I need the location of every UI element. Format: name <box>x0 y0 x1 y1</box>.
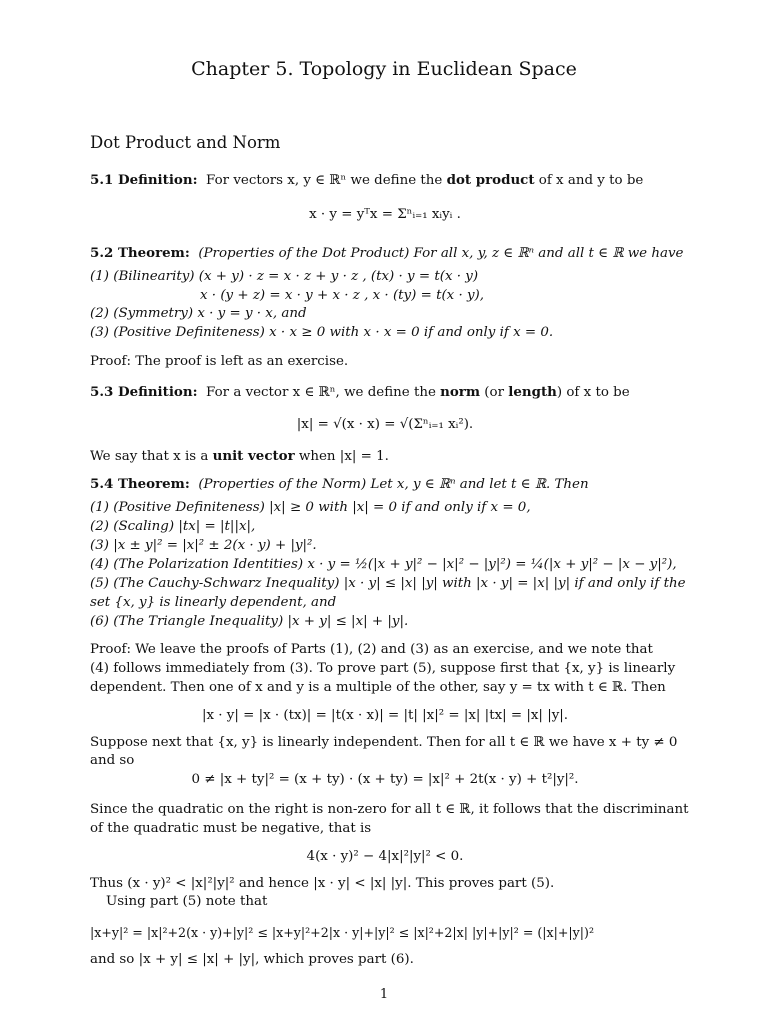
proof-line: and so |x + y| ≤ |x| + |y|, which proves part (6). <box>90 952 414 967</box>
proof-equation: 4(x · y)² − 4|x|²|y|² < 0. <box>306 849 464 864</box>
theorem-item: set {x, y} is linearly dependent, and <box>90 595 337 610</box>
defined-term: dot product <box>446 172 535 188</box>
theorem-item: (4) (The Polarization Identities) x · y = ½(|x + y|² − |x|² − |y|²) = ¼(|x + y|² − |x − y|²), <box>90 557 677 572</box>
proof-line: Since the quadratic on the right is non-zero for all t ∈ ℝ, it follows that the discriminant <box>90 802 689 817</box>
definition-5-1: 5.1 Definition: For vectors x, y ∈ ℝⁿ we define the dot product of x and y to be <box>90 172 644 188</box>
defined-term: length <box>508 384 557 400</box>
proof-5-2: Proof: The proof is left as an exercise. <box>90 354 349 369</box>
proof-line: of the quadratic must be negative, that is <box>90 821 372 836</box>
theorem-item: (1) (Bilinearity) (x + y) · z = x · z + y · z , (tx) · y = t(x · y) <box>90 269 479 284</box>
proof-line: and so <box>90 753 135 768</box>
dot-product-formula: x · y = yᵀx = Σⁿᵢ₌₁ xᵢyᵢ . <box>309 207 461 222</box>
theorem-5-4: 5.4 Theorem: (Properties of the Norm) Let x, y ∈ ℝⁿ and let t ∈ ℝ. Then <box>90 476 589 492</box>
defined-term: norm <box>440 384 481 400</box>
norm-formula: |x| = √(x · x) = √(Σⁿᵢ₌₁ xᵢ²). <box>296 417 474 432</box>
theorem-item: x · (y + z) = x · y + x · z , x · (ty) = t(x · y), <box>200 288 485 303</box>
page-number: 1 <box>379 987 389 1002</box>
proof-line: Using part (5) note that <box>106 894 268 909</box>
proof-line: Suppose next that {x, y} is linearly independent. Then for all t ∈ ℝ we have x + ty ≠ 0 <box>90 735 678 750</box>
theorem-item: (1) (Positive Definiteness) |x| ≥ 0 with |x| = 0 if and only if x = 0, <box>90 500 531 515</box>
theorem-item: (3) |x ± y|² = |x|² ± 2(x · y) + |y|². <box>90 538 317 553</box>
theorem-item: (5) (The Cauchy-Schwarz Inequality) |x · y| ≤ |x| |y| with |x · y| = |x| |y| if and only if the <box>90 576 686 591</box>
theorem-item: (6) (The Triangle Inequality) |x + y| ≤ |x| + |y|. <box>90 614 409 629</box>
theorem-item: (3) (Positive Definiteness) x · x ≥ 0 with x · x = 0 if and only if x = 0. <box>90 325 554 340</box>
theorem-item: (2) (Symmetry) x · y = y · x, and <box>90 306 307 321</box>
proof-equation: |x · y| = |x · (tx)| = |t(x · x)| = |t| |x|² = |x| |tx| = |x| |y|. <box>201 708 569 723</box>
theorem-5-2: 5.2 Theorem: (Properties of the Dot Product) For all x, y, z ∈ ℝⁿ and all t ∈ ℝ we have <box>90 245 684 261</box>
defined-term: unit vector <box>212 448 295 464</box>
theorem-heading: 5.4 Theorem: <box>90 476 190 492</box>
chapter-title: Chapter 5. Topology in Euclidean Space <box>191 58 577 80</box>
section-title: Dot Product and Norm <box>90 133 281 152</box>
theorem-heading: 5.2 Theorem: <box>90 245 190 261</box>
theorem-item: (2) (Scaling) |tx| = |t||x|, <box>90 519 256 534</box>
proof-equation: |x+y|² = |x|²+2(x · y)+|y|² ≤ |x+y|²+2|x · y|+|y|² ≤ |x|²+2|x| |y|+|y|² = (|x|+|y|)² <box>90 925 594 940</box>
definition-5-3: 5.3 Definition: For a vector x ∈ ℝⁿ, we define the norm (or length) of x to be <box>90 384 630 400</box>
definition-heading: 5.3 Definition: <box>90 384 198 400</box>
proof-line: dependent. Then one of x and y is a multiple of the other, say y = tx with t ∈ ℝ. Then <box>90 680 666 695</box>
definition-heading: 5.1 Definition: <box>90 172 198 188</box>
proof-line: (4) follows immediately from (3). To prove part (5), suppose first that {x, y} is linearly <box>90 661 676 676</box>
proof-line: Thus (x · y)² < |x|²|y|² and hence |x · y| < |x| |y|. This proves part (5). <box>90 876 555 891</box>
proof-line: Proof: We leave the proofs of Parts (1), (2) and (3) as an exercise, and we note that <box>90 642 653 657</box>
unit-vector-definition: We say that x is a unit vector when |x| = 1. <box>90 448 389 464</box>
proof-equation: 0 ≠ |x + ty|² = (x + ty) · (x + ty) = |x|² + 2t(x · y) + t²|y|². <box>191 772 579 787</box>
